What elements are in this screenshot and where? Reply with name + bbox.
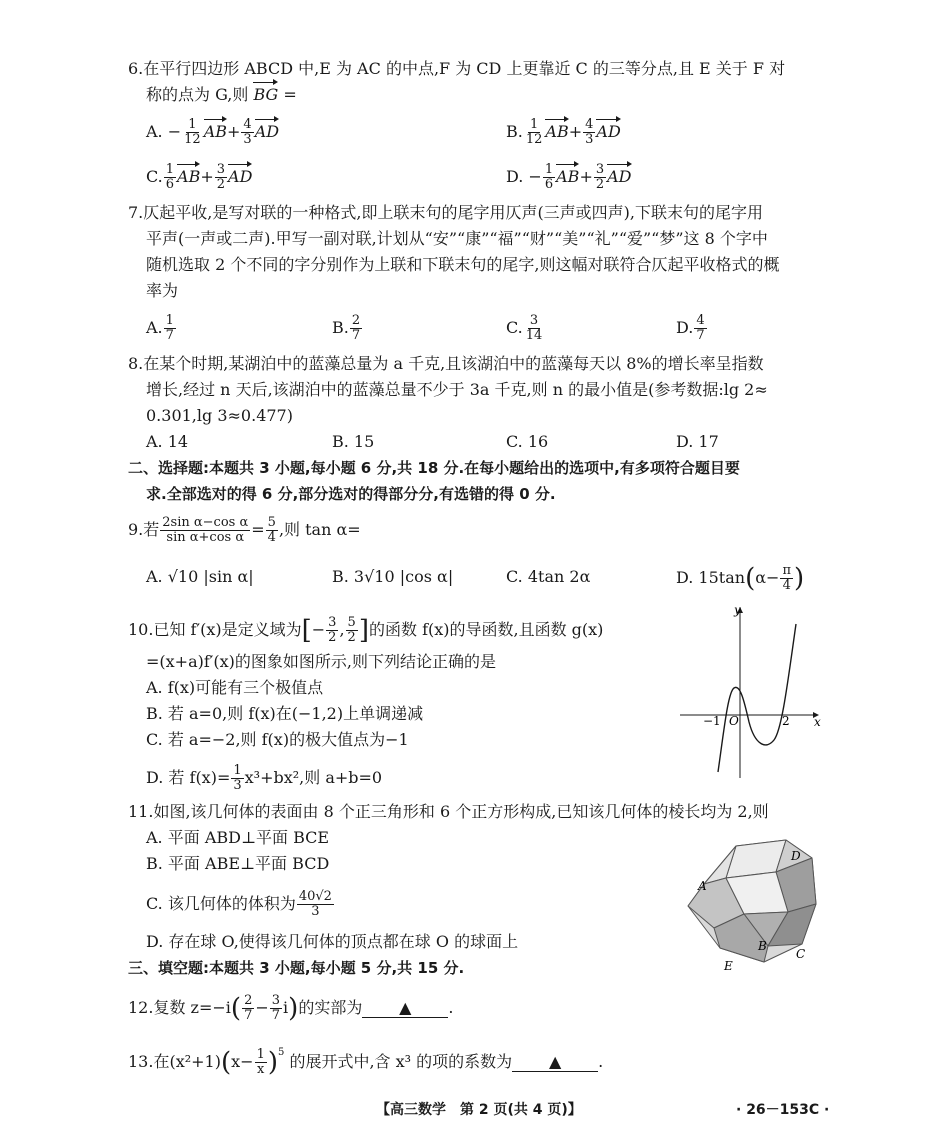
q12-answer-blank[interactable]: ▲ [362, 999, 448, 1018]
fraction [215, 163, 227, 192]
denominator: 7 [165, 328, 174, 343]
q13-inner: x− [231, 1052, 254, 1071]
denominator: 3 [311, 904, 320, 919]
numerator: 4 [243, 117, 252, 132]
vertex-label-b: B [758, 939, 767, 953]
fraction [326, 616, 338, 645]
numerator: 4 [696, 313, 705, 328]
operator: + [227, 122, 241, 141]
q13-suffix: 的展开式中,含 x³ 的项的系数为 [289, 1052, 513, 1071]
q6-vector-bg: BG [253, 85, 279, 104]
q6-line2-suffix: = [283, 85, 297, 104]
q10-option-d [146, 764, 382, 793]
q7-line2: 平声(一声或二声).甲写一副对联,计划从“安”“康”“福”“财”“美”“礼”“爱”“梦”这 8 个字中 [146, 229, 768, 248]
denominator: 12 [184, 132, 201, 147]
fraction [694, 314, 706, 343]
q13-prefix: 13.在(x²+1) [128, 1052, 221, 1071]
denominator: 3 [233, 778, 242, 793]
q8-option-b: B. 15 [332, 432, 375, 451]
fraction [297, 890, 334, 919]
q10-line1-b: 的函数 f(x)的导函数,且函数 g(x) [368, 620, 604, 639]
vector: AB [203, 122, 227, 141]
fraction [160, 516, 250, 545]
denominator: 3 [585, 132, 594, 147]
minus: − [255, 998, 269, 1017]
numerator: 5 [347, 615, 356, 630]
vertex-label-c: C [796, 947, 806, 961]
q6-line2-prefix: 称的点为 G,则 [146, 85, 249, 104]
q9-stem [128, 516, 361, 545]
numerator: 2sin α−cos α [162, 515, 249, 530]
numerator: 1 [165, 313, 174, 328]
q10-graph [678, 600, 828, 782]
vertex-label-a: A [698, 879, 707, 893]
q6-option-a [146, 118, 279, 147]
q7-option-b [332, 314, 363, 343]
section2-line1: 二、选择题:本题共 3 小题,每小题 6 分,共 18 分.在每小题给出的选项中,有多项符合题目要 [128, 459, 740, 477]
denominator: 12 [525, 132, 543, 147]
fraction [255, 1048, 267, 1077]
numerator: 3 [271, 993, 281, 1008]
vector: AD [228, 167, 253, 186]
q10-line1-a: 10.已知 f′(x)是定义域为 [128, 620, 302, 639]
option-label: D. − [506, 167, 542, 186]
option-label: B. [332, 318, 349, 337]
numerator: 1 [233, 763, 242, 778]
q8-line2: 增长,经过 n 天后,该湖泊中的蓝藻总量不少于 3a 千克,则 n 的最小值是(参考数据:lg 2≈ [146, 380, 768, 399]
denominator: 2 [595, 177, 605, 192]
tick-two: 2 [782, 714, 790, 728]
q8-line1: 8.在某个时期,某湖泊中的蓝藻总量为 a 千克,且该湖泊中的蓝藻每天以 8%的增长率呈指数 [128, 354, 764, 373]
fraction [780, 564, 793, 593]
period: . [448, 998, 454, 1017]
fraction [594, 163, 606, 192]
option-label: D. 15tan [676, 568, 746, 587]
q11-option-a: A. 平面 ABD⊥平面 BCE [146, 828, 330, 847]
q7-line1: 7.仄起平收,是写对联的一种格式,即上联末句的尾字用仄声(三声或四声),下联末句的尾字用 [128, 203, 764, 222]
operator: + [568, 122, 583, 141]
numerator: 3 [529, 313, 539, 328]
origin-label: O [729, 714, 739, 728]
fraction [524, 118, 545, 147]
numerator: 1 [165, 162, 175, 177]
q10-option-a: A. f(x)可能有三个极值点 [146, 678, 324, 697]
fraction [270, 994, 282, 1023]
q9-option-a: A. √10 |sin α| [146, 567, 254, 586]
numerator: π [782, 563, 791, 578]
denominator: 3 [243, 132, 252, 147]
y-axis-label: y [734, 603, 741, 617]
vector: AD [607, 167, 632, 186]
option-label: A. − [146, 122, 182, 141]
numerator: 1 [544, 162, 554, 177]
q10-d-tail: x³+bx²,则 a+b=0 [244, 768, 383, 787]
fraction [242, 994, 254, 1023]
q10-option-b: B. 若 a=0,则 f(x)在(−1,2)上单调递减 [146, 704, 424, 723]
vector: AD [254, 122, 280, 141]
q6-line2 [146, 84, 297, 106]
q12-prefix: 12.复数 z=−i [128, 998, 231, 1017]
denominator: 7 [696, 328, 705, 343]
vertex-label-e: E [724, 959, 733, 973]
denominator: 7 [271, 1008, 281, 1023]
x-axis-label: x [814, 715, 821, 729]
q7-option-d [676, 314, 708, 343]
numerator: 3 [595, 162, 605, 177]
q8-line3: 0.301,lg 3≈0.477) [146, 406, 293, 425]
q11-option-c [146, 890, 335, 919]
denominator: 4 [782, 578, 791, 593]
q9-d-inner: α− [755, 568, 780, 587]
q10-line2: =(x+a)f′(x)的图象如图所示,则下列结论正确的是 [146, 652, 497, 671]
q11-line1: 11.如图,该几何体的表面由 8 个正三角形和 6 个正方形构成,已知该几何体的棱长均为 2,则 [128, 802, 769, 821]
numerator: 2 [351, 313, 361, 328]
cuboctahedron-figure [684, 826, 834, 974]
denominator: 2 [328, 630, 337, 645]
curve-g [718, 624, 796, 772]
q8-option-c: C. 16 [506, 432, 549, 451]
denominator: 6 [544, 177, 554, 192]
q7-line3: 随机选取 2 个不同的字分别作为上联和下联末句的尾字,则这幅对联符合仄起平收格式的概 [146, 255, 780, 274]
exponent: 5 [278, 1047, 285, 1058]
q9-option-c: C. 4tan 2α [506, 567, 591, 586]
section2-line2: 求.全部选对的得 6 分,部分选对的得部分分,有选错的得 0 分. [146, 485, 556, 503]
fraction [164, 314, 176, 343]
q10-option-c: C. 若 a=−2,则 f(x)的极大值点为−1 [146, 730, 409, 749]
q10-line1: 10.已知 f′(x)是定义域为[− $\frac{3}{2}$ , $\frac{5}{2}$ ]的函数 f(x)的导函数,且函数 g(x) [128, 615, 604, 646]
q11-option-b: B. 平面 ABE⊥平面 BCD [146, 854, 330, 873]
option-label: A. [146, 318, 163, 337]
fraction [266, 516, 278, 545]
numerator: 40√2 [298, 889, 332, 904]
denominator: 7 [351, 328, 361, 343]
fraction [350, 314, 362, 343]
denominator: 6 [165, 177, 175, 192]
numerator: 4 [585, 117, 594, 132]
numerator: 1 [529, 117, 539, 132]
q11-option-d: D. 存在球 O,使得该几何体的顶点都在球 O 的球面上 [146, 932, 519, 951]
q12-suffix: 的实部为 [298, 998, 363, 1017]
vector: AB [545, 122, 569, 141]
q6-option-b [506, 118, 621, 147]
q6-line1: 6.在平行四边形 ABCD 中,E 为 AC 的中点,F 为 CD 上更靠近 C 的三等分点,且 E 关于 F 对 [128, 59, 786, 78]
numerator: 1 [188, 117, 197, 132]
denominator: 2 [347, 630, 356, 645]
paper-code: · 26－153C · [736, 1102, 830, 1118]
fraction [241, 118, 253, 147]
numerator: 2 [244, 993, 253, 1008]
option-label: C. [506, 318, 523, 337]
q8-option-d: D. 17 [676, 432, 719, 451]
denominator: 14 [525, 328, 543, 343]
q9-suffix: ,则 tan α= [278, 520, 361, 539]
operator: + [579, 167, 593, 186]
fraction [182, 118, 203, 147]
q13-answer-blank[interactable]: ▲ [512, 1053, 598, 1072]
numerator: 3 [328, 615, 337, 630]
q7-option-a [146, 314, 177, 343]
q6-option-d [506, 163, 632, 192]
fraction [543, 163, 555, 192]
option-label: D. [676, 318, 694, 337]
period: . [598, 1052, 604, 1071]
vertex-label-d: D [791, 849, 801, 863]
numerator: 1 [256, 1047, 265, 1062]
option-label: C. [146, 167, 163, 186]
fraction [164, 163, 176, 192]
fraction [346, 616, 358, 645]
numerator: 3 [216, 162, 226, 177]
denominator: 7 [244, 1008, 253, 1023]
q7-line4: 率为 [146, 281, 179, 300]
imag-unit: i [283, 998, 289, 1017]
q9-option-b: B. 3√10 |cos α| [332, 567, 454, 586]
fraction [583, 118, 595, 147]
q9-prefix: 9.若 [128, 520, 160, 539]
tick-neg-one: −1 [703, 714, 721, 728]
option-label: D. 若 f(x)= [146, 768, 231, 787]
denominator: x [257, 1062, 265, 1077]
q8-option-a: A. 14 [146, 432, 189, 451]
fraction [231, 764, 243, 793]
page-footer: 【高三数学 第 2 页(共 4 页)】 [376, 1102, 582, 1118]
equals: = [251, 520, 265, 539]
q6-option-c [146, 163, 252, 192]
option-label: B. [506, 122, 523, 141]
operator: + [200, 167, 214, 186]
denominator: 2 [216, 177, 226, 192]
q9-option-d: D. 15tan(α− $\frac{\pi}{4}$ ) [676, 563, 805, 594]
q7-option-c [506, 314, 545, 343]
q12-stem: 12.复数 z=−i( $\frac{2}{7}$ − $\frac{3}{7}$ i)的实部为 ▲ . [128, 993, 454, 1024]
fraction [524, 314, 545, 343]
denominator: sin α+cos α [166, 530, 245, 545]
q13-stem: 13.在(x²+1)(x− $\frac{1}{x}$ )$^5$ 的展开式中,含 x³ 的项的系数为 ▲ . [128, 1047, 604, 1078]
option-label: C. 该几何体的体积为 [146, 894, 296, 913]
section3-heading: 三、填空题:本题共 3 小题,每小题 5 分,共 15 分. [128, 959, 465, 977]
numerator: 5 [267, 515, 276, 530]
vector: AB [556, 167, 580, 186]
denominator: 4 [267, 530, 276, 545]
vector: AD [596, 122, 621, 141]
vector: AB [177, 167, 201, 186]
